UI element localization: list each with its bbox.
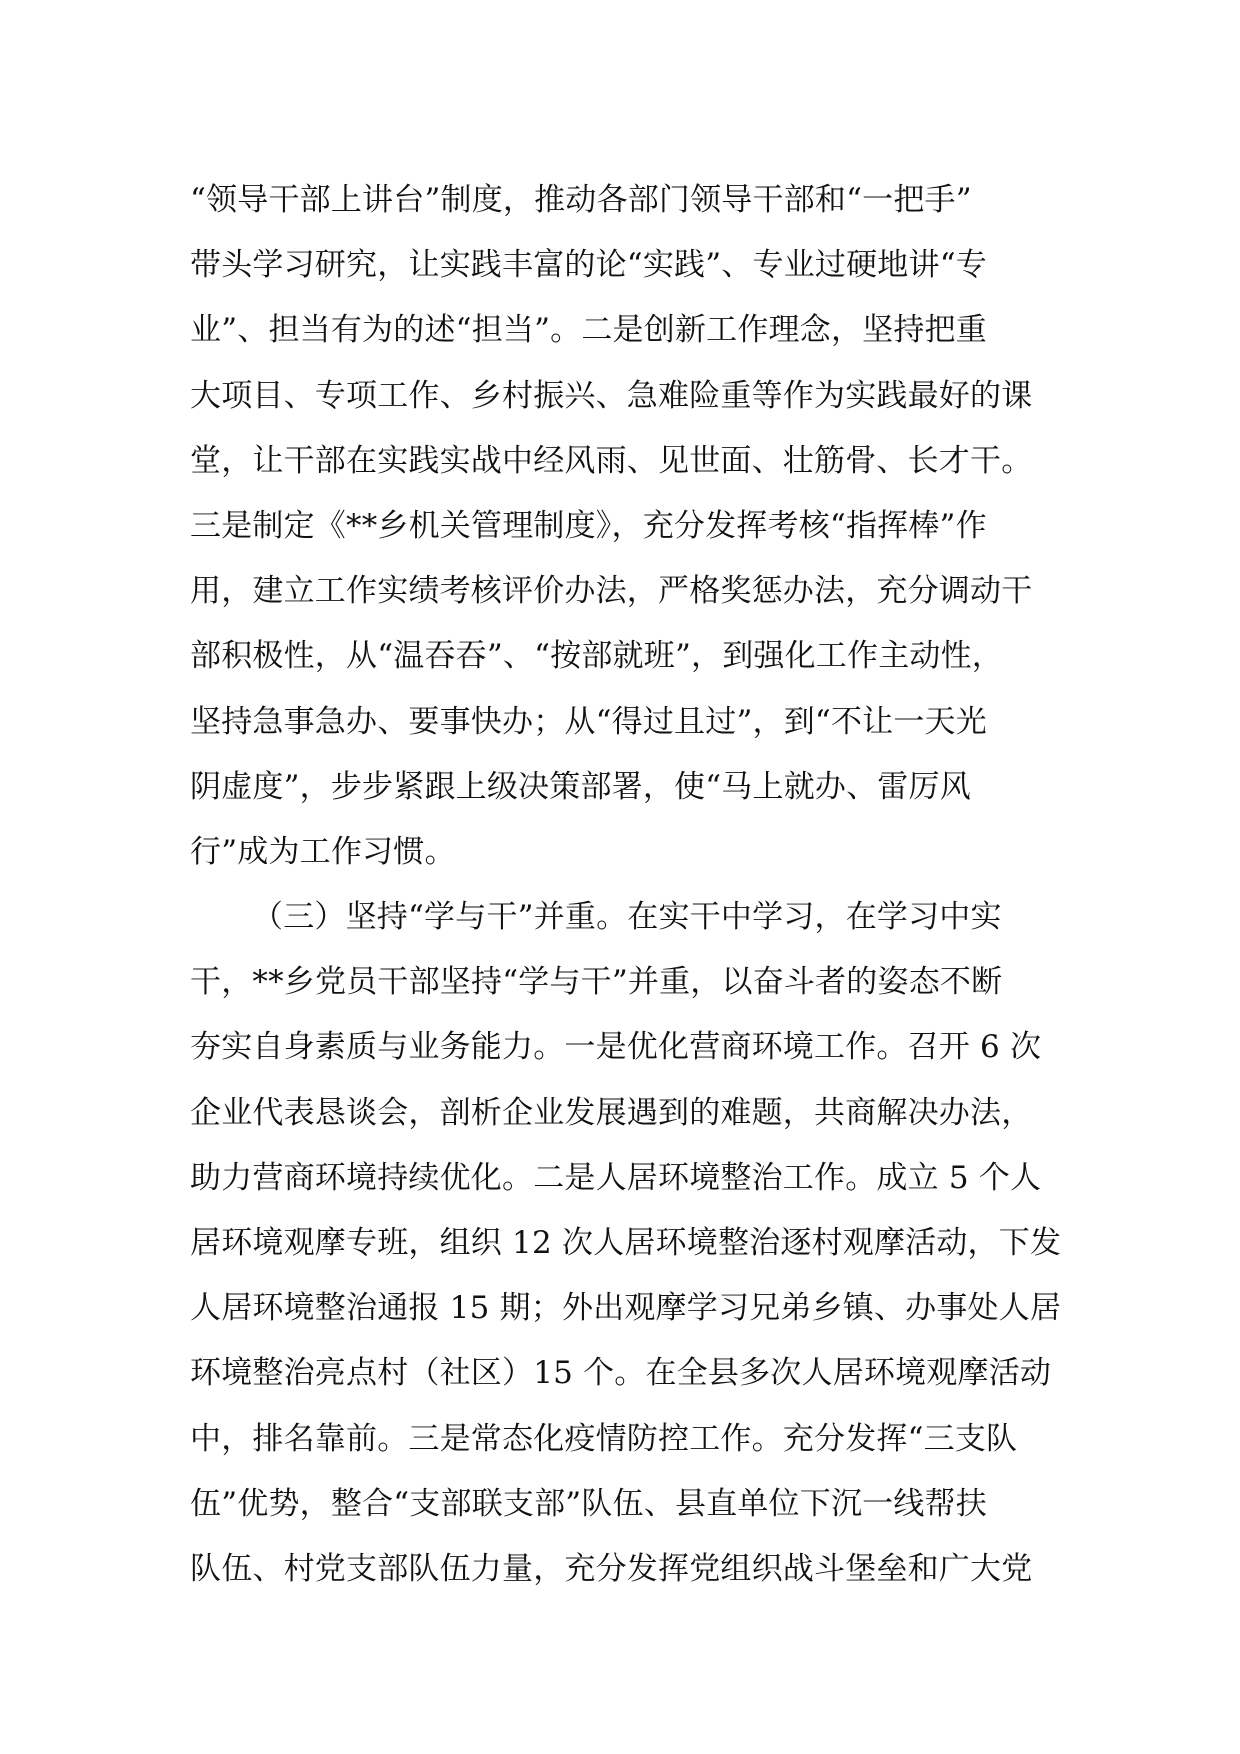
text-line: 带头学习研究，让实践丰富的论“实践”、专业过硬地讲“专 (190, 247, 987, 284)
text-line: 堂，让干部在实践实战中经风雨、见世面、壮筋骨、长才干。 (190, 442, 1033, 479)
text-line: 部积极性，从“温吞吞”、“按部就班”，到强化工作主动性， (190, 638, 1003, 675)
text-line: 用，建立工作实绩考核评价办法，严格奖惩办法，充分调动干 (190, 573, 1033, 610)
text-line: 伍”优势，整合“支部联支部”队伍、县直单位下沉一线帮扶 (190, 1485, 987, 1522)
text-line: 夯实自身素质与业务能力。一是优化营商环境工作。召开 6 次 (190, 1029, 1042, 1066)
text-line: 大项目、专项工作、乡村振兴、急难险重等作为实践最好的课 (190, 377, 1033, 414)
text-line: 阴虚度”，步步紧跟上级决策部署，使“马上就办、雷厉风 (190, 768, 971, 805)
text-line: 企业代表恳谈会，剖析企业发展遇到的难题，共商解决办法， (190, 1094, 1033, 1131)
text-line: 干，**乡党员干部坚持“学与干”并重，以奋斗者的姿态不断 (190, 964, 1003, 1001)
text-line: 行”成为工作习惯。 (190, 833, 456, 870)
text-line: 三是制定《**乡机关管理制度》，充分发挥考核“指挥棒”作 (190, 507, 987, 544)
text-line: 助力营商环境持续优化。二是人居环境整治工作。成立 5 个人 (190, 1159, 1042, 1196)
text-line: 队伍、村党支部队伍力量，充分发挥党组织战斗堡垒和广大党 (190, 1550, 1033, 1587)
section-heading-line: （三）坚持“学与干”并重。在实干中学习，在学习中实 (252, 899, 1002, 936)
text-line: 人居环境整治通报 15 期；外出观摩学习兄弟乡镇、办事处人居 (190, 1290, 1062, 1327)
text-line: “领导干部上讲台”制度，推动各部门领导干部和“一把手” (190, 182, 972, 218)
document-body (190, 168, 1070, 1602)
text-line: 坚持急事急办、要事快办；从“得过且过”，到“不让一天光 (190, 703, 987, 740)
text-line: 居环境观摩专班，组织 12 次人居环境整治逐村观摩活动，下发 (190, 1225, 1062, 1261)
text-line: 中，排名靠前。三是常态化疫情防控工作。充分发挥“三支队 (190, 1420, 1018, 1457)
text-line: 业”、担当有为的述“担当”。二是创新工作理念，坚持把重 (190, 312, 987, 349)
text-line: 环境整治亮点村（社区）15 个。在全县多次人居环境观摩活动 (190, 1355, 1052, 1392)
